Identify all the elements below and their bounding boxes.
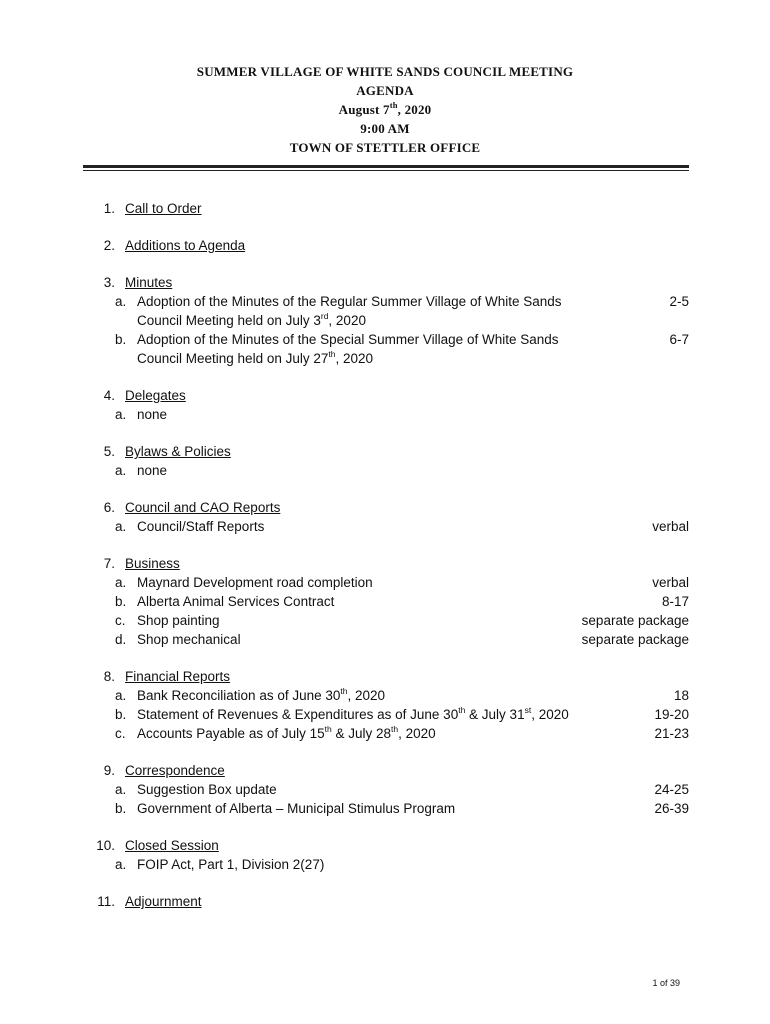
agenda-item-heading (83, 386, 689, 405)
agenda-item (83, 442, 689, 480)
agenda-item-heading (83, 273, 689, 292)
agenda-item-number: 1. (103, 201, 115, 216)
subitem-text: Government of Alberta – Municipal Stimulus Program (137, 801, 456, 816)
agenda-item-heading (83, 236, 689, 255)
agenda-item-number: 11. (97, 894, 115, 909)
agenda-item-title: Financial Reports (125, 669, 231, 684)
agenda-item-number: 2. (103, 238, 115, 253)
agenda-item-title: Closed Session (125, 838, 219, 853)
agenda-item-heading (83, 667, 689, 686)
subitem-letter: b. (115, 801, 127, 816)
subitem-pages (569, 461, 689, 480)
subitem-pages: 18 (673, 688, 689, 703)
subitem-text: Alberta Animal Services Contract (137, 594, 335, 609)
subitem-pages (569, 405, 689, 424)
subitem-text: Maynard Development road completion (137, 575, 373, 590)
agenda-item (83, 273, 689, 368)
subitem-letter: b. (115, 332, 127, 347)
subitem-letter: a. (115, 575, 127, 590)
subitem-letter: b. (115, 707, 127, 722)
agenda-item-heading (83, 892, 689, 911)
subitem-pages (569, 855, 689, 874)
agenda-subitem (83, 780, 689, 799)
agenda-item-title: Bylaws & Policies (125, 444, 231, 459)
agenda-item (83, 236, 689, 255)
agenda-subitem (83, 799, 689, 818)
page-number: 1 of 39 (652, 978, 680, 988)
agenda-item (83, 892, 689, 911)
agenda-subitem (83, 724, 689, 743)
agenda-item (83, 498, 689, 536)
header-divider-thick (83, 165, 689, 168)
agenda-label: AGENDA (356, 83, 414, 98)
subitem-pages: 8-17 (661, 594, 689, 609)
agenda-item-title: Adjournment (125, 894, 202, 909)
agenda-item (83, 836, 689, 874)
subitem-pages: 24-25 (654, 782, 689, 797)
agenda-item-number: 9. (103, 763, 115, 778)
agenda-item (83, 667, 689, 743)
subitem-text: FOIP Act, Part 1, Division 2(27) (137, 857, 325, 872)
subitem-pages: 26-39 (654, 801, 689, 816)
subitem-text: Suggestion Box update (137, 782, 277, 797)
subitem-text: none (137, 407, 168, 422)
subitem-text: Accounts Payable as of July 15th & July 28th, 2020 (137, 723, 436, 741)
agenda-item-heading (83, 498, 689, 517)
agenda-item (83, 761, 689, 818)
agenda-subitem (83, 292, 689, 330)
agenda-item-number: 8. (103, 669, 115, 684)
agenda-header (0, 62, 770, 157)
agenda-item-number: 6. (103, 500, 115, 515)
subitem-letter: a. (115, 463, 127, 478)
header-divider-thin (83, 170, 689, 171)
agenda-item-number: 4. (103, 388, 115, 403)
meeting-date: August 7th, 2020 (338, 99, 432, 117)
subitem-text: Statement of Revenues & Expenditures as of June 30th & July 31st, 2020 (137, 704, 569, 722)
subitem-letter: d. (115, 632, 127, 647)
agenda-item-title: Call to Order (125, 201, 202, 216)
agenda-subitem (83, 611, 689, 630)
agenda-subitem (83, 855, 689, 874)
agenda-subitem (83, 461, 689, 480)
subitem-letter: a. (115, 294, 127, 309)
subitem-pages: separate package (581, 613, 689, 628)
subitem-text: none (137, 463, 168, 478)
agenda-item (83, 199, 689, 218)
agenda-item-number: 3. (103, 275, 115, 290)
agenda-item-title: Minutes (125, 275, 173, 290)
subitem-letter: b. (115, 594, 127, 609)
agenda-item-title: Delegates (125, 388, 186, 403)
agenda-item-number: 7. (103, 556, 115, 571)
subitem-text: Adoption of the Minutes of the Regular Summer Village of White Sands Council Meeting held on July 3rd, 2020 (137, 294, 562, 328)
subitem-letter: a. (115, 688, 127, 703)
subitem-text: Shop mechanical (137, 632, 241, 647)
subitem-letter: a. (115, 407, 127, 422)
subitem-text: Adoption of the Minutes of the Special Summer Village of White Sands Council Meeting held on July 27th, 2020 (137, 332, 559, 366)
agenda-subitem (83, 573, 689, 592)
agenda-item-heading (83, 442, 689, 461)
meeting-title: SUMMER VILLAGE OF WHITE SANDS COUNCIL MEETING (196, 64, 574, 79)
subitem-text: Bank Reconciliation as of June 30th, 2020 (137, 685, 386, 703)
agenda-item-title: Council and CAO Reports (125, 500, 281, 515)
subitem-pages: separate package (581, 632, 689, 647)
agenda-item-title: Business (125, 556, 180, 571)
agenda-item-title: Additions to Agenda (125, 238, 246, 253)
agenda-item (83, 554, 689, 649)
subitem-letter: a. (115, 782, 127, 797)
subitem-pages: verbal (652, 575, 689, 590)
subitem-letter: a. (115, 857, 127, 872)
agenda-subitem (83, 630, 689, 649)
agenda-subitem (83, 705, 689, 724)
agenda-list (83, 199, 689, 929)
agenda-item (83, 386, 689, 424)
subitem-letter: c. (115, 726, 126, 741)
subitem-text: Shop painting (137, 613, 220, 628)
agenda-item-heading (83, 836, 689, 855)
agenda-item-number: 5. (103, 444, 115, 459)
subitem-pages: 2-5 (669, 294, 689, 309)
subitem-letter: a. (115, 519, 127, 534)
agenda-subitem (83, 405, 689, 424)
agenda-subitem (83, 592, 689, 611)
agenda-item-heading (83, 199, 689, 218)
agenda-item-title: Correspondence (125, 763, 225, 778)
subitem-pages: 6-7 (669, 332, 689, 347)
agenda-item-number: 10. (96, 838, 115, 853)
subitem-pages: 21-23 (654, 726, 689, 741)
agenda-item-heading (83, 554, 689, 573)
subitem-text: Council/Staff Reports (137, 519, 265, 534)
subitem-pages: 19-20 (654, 707, 689, 722)
meeting-time: 9:00 AM (360, 121, 410, 136)
agenda-item-heading (83, 761, 689, 780)
meeting-location: TOWN OF STETTLER OFFICE (289, 140, 481, 155)
subitem-pages: verbal (652, 519, 689, 534)
subitem-letter: c. (115, 613, 126, 628)
agenda-subitem (83, 517, 689, 536)
agenda-subitem (83, 330, 689, 368)
agenda-subitem (83, 686, 689, 705)
